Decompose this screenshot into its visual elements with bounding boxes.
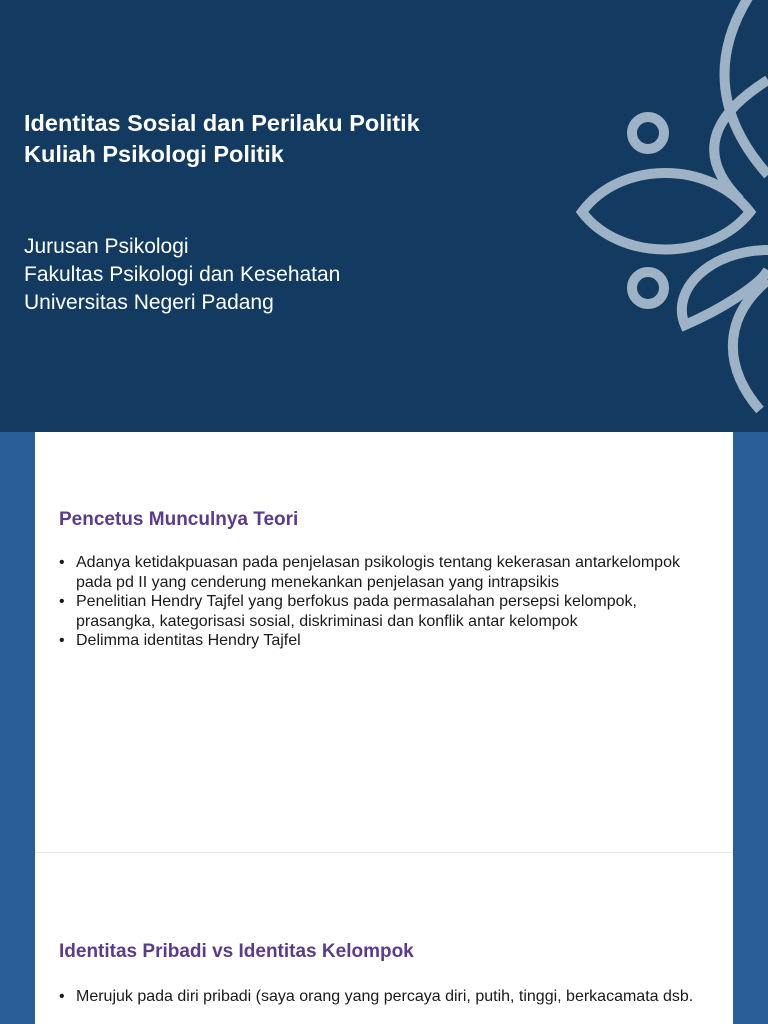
subtitle-line-3: Universitas Negeri Padang [24,291,274,314]
title-slide [0,0,768,432]
title-line-1: Identitas Sosial dan Perilaku Politik [24,110,420,136]
list-item: • Delimma identitas Hendry Tajfel [59,631,699,651]
section-heading-1: Pencetus Munculnya Teori [59,509,299,530]
list-item: • Merujuk pada diri pribadi (saya orang yang percaya diri, putih, tinggi, berkacamata dsb. [59,987,699,1007]
list-item: • Adanya ketidakpuasan pada penjelasan psikologis tentang kekerasan antarkelompok pada pd II yang cenderung menekankan penjelasan yang intrapsikis [59,553,699,592]
bullet-list-2 [59,987,699,1007]
section-heading-2: Identitas Pribadi vs Identitas Kelompok [59,941,414,962]
slide-title [24,108,420,170]
subtitle-line-2: Fakultas Psikologi dan Kesehatan [24,263,341,286]
content-page [35,432,733,1024]
section-divider [35,852,733,853]
slide-subtitle [24,233,340,317]
bullet-list-1 [59,553,699,651]
subtitle-line-1: Jurusan Psikologi [24,235,189,258]
list-item: • Penelitian Hendry Tajfel yang berfokus pada permasalahan persepsi kelompok, prasangka, kategorisasi sosial, diskriminasi dan konflik antar kelompok [59,592,699,631]
petal-ornament-icon [560,0,768,432]
title-line-2: Kuliah Psikologi Politik [24,141,284,167]
